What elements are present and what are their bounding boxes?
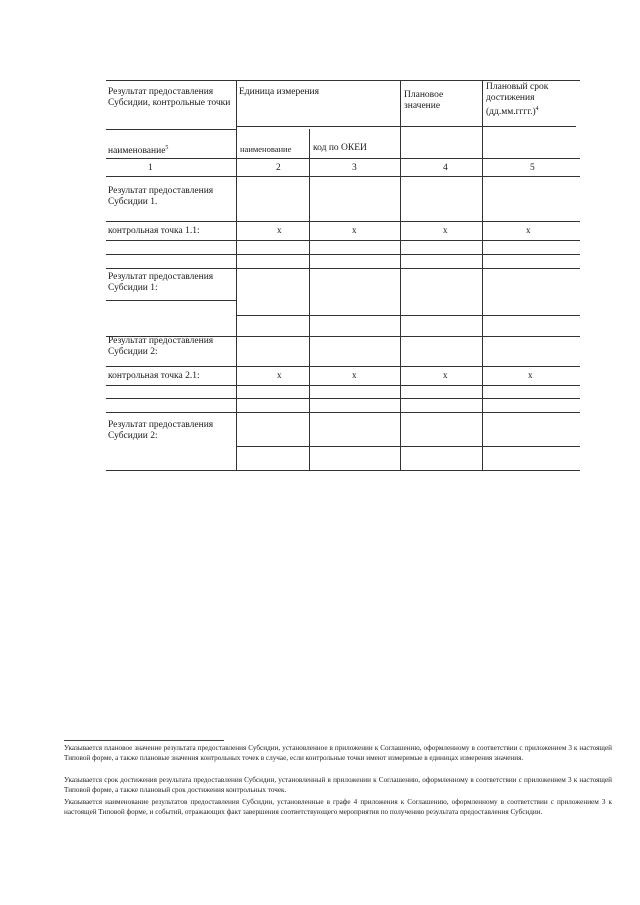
x-mark: x: [443, 225, 448, 235]
table-line: [106, 268, 580, 269]
footnote-3: Указывается наименование результатов предоставления Субсидии, установленные в графе 4 приложения к Соглашению, оформленному в соответствии с приложением 3 к настоящей Типовой форме, и событий, отражающих факт завершения соответствующего мероприятия по получению результата предоставления Субсидии.: [64, 798, 612, 816]
row-result-2-title: Результат предоставления Субсидии 2:: [108, 336, 214, 357]
table-line: [482, 80, 483, 470]
footnote-ref: 5: [165, 145, 169, 151]
table-line: [106, 412, 580, 413]
header-plan-date-column: [486, 82, 578, 118]
footnote-1: Указывается плановое значение результата предоставления Субсидии, установленное в приложении к Соглашению, оформленному в соответствии с приложением 3 к настоящей Типовой форме, а также плановые значения контрольных точек в случае, если контрольные точки имеют измеримые в единицах измерения значения.: [64, 744, 612, 762]
row-control-point-1-1: контрольная точка 1.1:: [108, 226, 200, 236]
table-line: [400, 80, 401, 470]
header-unit-column: Единица измерения: [239, 87, 319, 97]
table-line: [106, 366, 580, 367]
x-mark: x: [528, 370, 533, 380]
x-mark: x: [277, 370, 282, 380]
header-unit-name-subcolumn: наименование: [240, 144, 292, 154]
header-okei-subcolumn: код по ОКЕИ: [313, 143, 367, 153]
row-control-point-2-1: контрольная точка 2.1:: [108, 371, 200, 381]
table-line: [106, 240, 580, 241]
header-plan-date-label: Плановый срок достижения (дд.мм.гггг.): [486, 82, 549, 118]
column-number-4: 4: [443, 163, 448, 173]
table-line: [106, 470, 580, 471]
header-plan-value-label: Плановое значение: [404, 90, 444, 111]
x-mark: x: [352, 370, 357, 380]
header-name-label: наименование: [108, 146, 166, 157]
table-line: [236, 315, 580, 316]
footnote-ref: 4: [535, 106, 539, 112]
footnote-separator: [64, 740, 224, 741]
table-line: [236, 126, 576, 127]
footnote-2: Указывается срок достижения результата предоставления Субсидии, установленный в приложении к Соглашению, оформленному в соответствии с приложением 3 к настоящей Типовой форме, а также плановый срок достижения контрольных точек.: [64, 776, 612, 794]
table-line: [106, 129, 236, 130]
row-result-2-summary-title: Результат предоставления Субсидии 2:: [108, 420, 214, 441]
table-line: [106, 221, 580, 222]
column-number-5: 5: [530, 163, 535, 173]
x-mark: x: [352, 225, 357, 235]
column-number-3: 3: [352, 163, 357, 173]
table-line: [236, 80, 237, 470]
x-mark: x: [526, 225, 531, 235]
table-line: [106, 254, 580, 255]
x-mark: x: [443, 370, 448, 380]
row-result-1-summary-title: Результат предоставления Субсидии 1:: [108, 272, 214, 293]
table-line: [106, 398, 580, 399]
table-line: [236, 446, 580, 447]
row-result-1-title: Результат предоставления Субсидии 1.: [108, 186, 214, 207]
table-line: [106, 80, 580, 81]
table-line: [106, 385, 580, 386]
column-number-2: 2: [276, 163, 281, 173]
table-line: [106, 158, 580, 159]
table-line: [309, 129, 310, 470]
column-number-1: 1: [148, 163, 153, 173]
table-line: [106, 176, 580, 177]
x-mark: x: [277, 225, 282, 235]
header-plan-value-column: [404, 90, 476, 112]
table-line: [106, 300, 236, 301]
header-result-column: Результат предоставления Субсидии, контрольные точки: [108, 87, 231, 108]
header-name-subcolumn: [108, 143, 168, 157]
